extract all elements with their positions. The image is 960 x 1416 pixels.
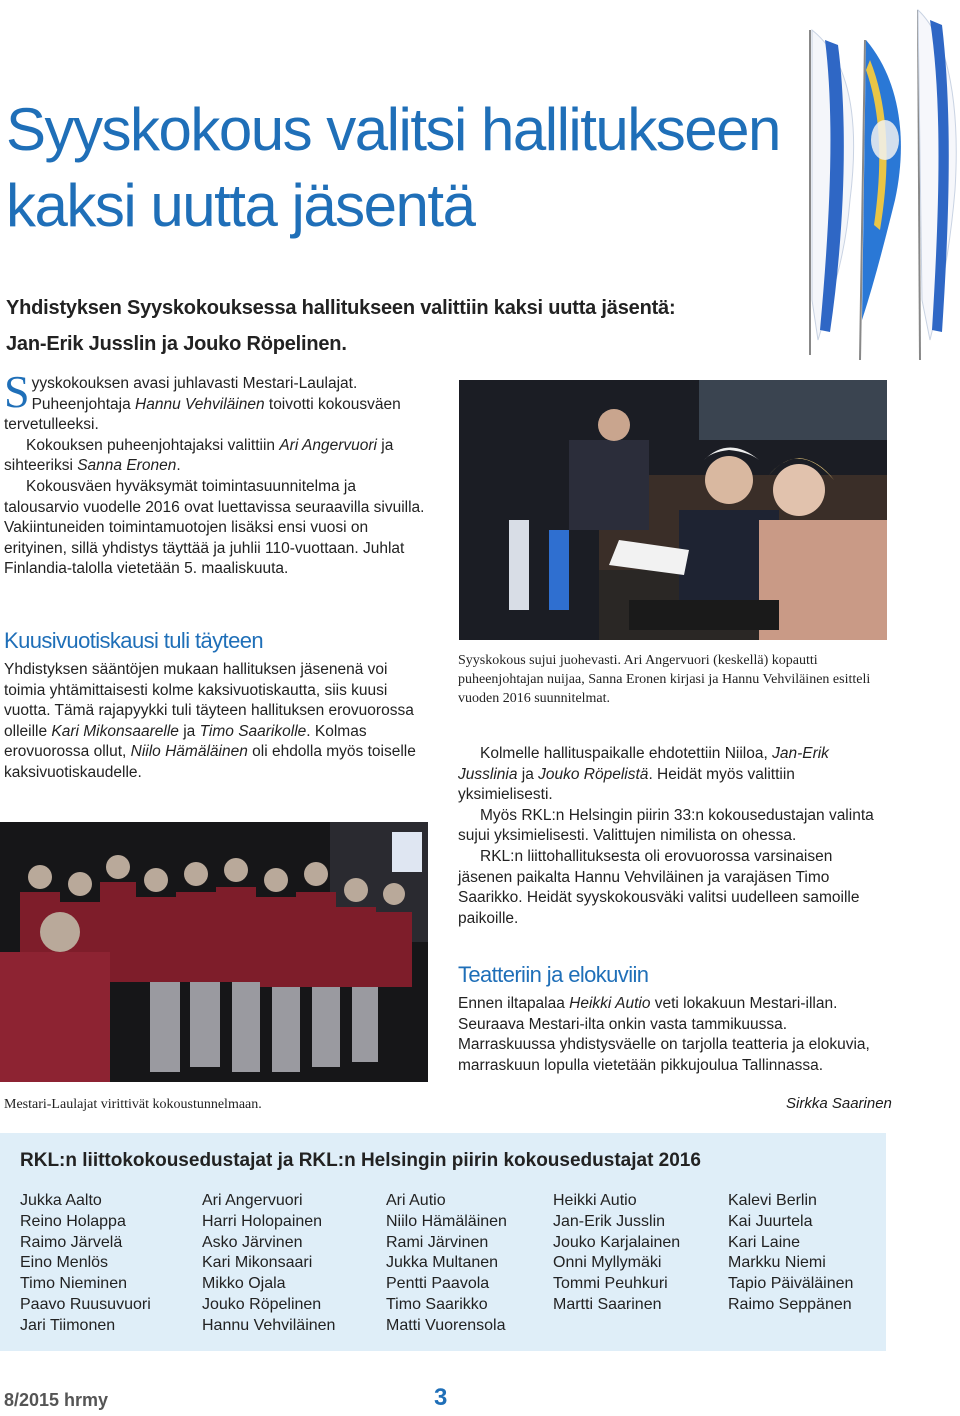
delegate-name: Timo Nieminen — [20, 1275, 127, 1293]
delegate-name: Heikki Autio — [553, 1192, 637, 1209]
delegate-name: Kalevi Berlin — [728, 1192, 817, 1209]
article-title: Syyskokous valitsi hallitukseen kaksi uutta jäsentä — [6, 96, 780, 239]
subheading-teatteriin: Teatteriin ja elokuviin — [458, 962, 649, 987]
delegate-name: Kari Laine — [728, 1233, 801, 1251]
page-number: 3 — [434, 1384, 448, 1411]
left-column — [4, 366, 432, 580]
flags-image — [790, 0, 960, 360]
delegate-name: Tommi Peuhkuri — [553, 1275, 668, 1293]
issue-label: 8/2015 hrmy — [4, 1390, 109, 1410]
delegates-column-1 — [20, 1191, 151, 1337]
delegate-name: Rami Järvinen — [386, 1233, 489, 1251]
delegate-name: Martti Saarinen — [553, 1295, 662, 1313]
paragraph-2: Kokouksen puheenjohtajaksi valittiin Ari Angervuori ja sihteeriksi Sanna Eronen. — [4, 436, 394, 475]
caption-meeting: Syyskokous sujui juohevasti. Ari Angervuori (keskellä) kopautti puheenjohtajan nuijaa, Sanna Eronen kirjasi ja Hannu Vehviläinen esitteli vuoden 2016 suunnitelmat. — [458, 653, 871, 706]
delegates-column-2 — [202, 1191, 335, 1337]
delegate-name: Niilo Hämäläinen — [386, 1212, 507, 1230]
delegate-name: Jari Tiimonen — [20, 1316, 116, 1334]
choir-photo — [0, 822, 428, 1082]
delegate-name: Kari Mikonsaari — [202, 1254, 313, 1272]
delegate-name: Tapio Päiväläinen — [728, 1275, 854, 1293]
author-signature: Sirkka Saarinen — [786, 1095, 892, 1112]
delegate-name: Hannu Vehviläinen — [202, 1316, 336, 1334]
delegates-title: RKL:n liittokokousedustajat ja RKL:n Helsingin piirin kokousedustajat 2016 — [20, 1150, 701, 1171]
paragraph-3: Kokousväen hyväksymät toimintasuunnitelma ja talousarvio vuodelle 2016 ovat luettavissa seuraavilla sivuilla. Vakiintuneiden toimintamuotojen lisäksi ensi vuosi on erityinen, sillä yhdistys täyttää ja juhlii 110-vuottaan. Juhlat Finlandia-talolla vietetään 5. maaliskuuta. — [4, 477, 425, 578]
delegate-name: Matti Vuorensola — [386, 1316, 506, 1334]
delegate-name: Jukka Aalto — [20, 1192, 102, 1209]
delegate-name: Pentti Paavola — [386, 1275, 490, 1293]
delegate-name: Jouko Karjalainen — [553, 1233, 681, 1251]
delegates-column-3 — [386, 1191, 507, 1337]
delegate-name: Harri Holopainen — [202, 1212, 323, 1230]
delegate-name: Raimo Seppänen — [728, 1295, 852, 1313]
article-lead: Yhdistyksen Syyskokouksessa hallitukseen valittiin kaksi uutta jäsentä: Jan-Erik Jusslin ja Jouko Röpelinen. — [6, 297, 676, 355]
delegate-name: Reino Holappa — [20, 1212, 126, 1230]
meeting-photo — [459, 380, 887, 640]
delegate-name: Jukka Multanen — [386, 1254, 499, 1272]
paragraph-5: Kolmelle hallituspaikalle ehdotettiin Niiloa, Jan-Erik Jusslinia ja Jouko Röpelistä. Heidät myös valittiin yksimielisesti. — [458, 745, 829, 804]
delegate-name: Timo Saarikko — [386, 1295, 488, 1313]
delegate-name: Asko Järvinen — [202, 1233, 303, 1251]
caption-choir: Mestari-Laulajat virittivät kokoustunnelmaan. — [4, 1097, 262, 1112]
delegate-name: Ari Angervuori — [202, 1192, 303, 1209]
paragraph-6: Myös RKL:n Helsingin piirin 33:n kokousedustajan valinta sujui yksimielisesti. Valittujen nimilista on ohessa. — [458, 806, 874, 845]
delegate-name: Mikko Ojala — [202, 1275, 286, 1293]
paragraph-8: Ennen iltapalaa Heikki Autio veti lokakuun Mestari-illan. Seuraava Mestari-ilta onkin vasta tammikuussa. Marraskuussa yhdistysväelle on tarjolla teatteria ja elokuvia, marraskuun lopulla vietetään pikkujoulua Tallinnassa. — [458, 995, 870, 1074]
delegate-name: Jan-Erik Jusslin — [553, 1212, 666, 1230]
delegate-name: Ari Autio — [386, 1192, 446, 1209]
dropcap: S — [4, 366, 30, 417]
subheading-kuusivuotiskausi: Kuusivuotiskausi tuli täyteen — [4, 628, 263, 653]
paragraph-4: Yhdistyksen sääntöjen mukaan hallituksen jäsenenä voi toimia yhtämittaisesti kolme kaksivuotiskautta, siis kuusi vuotta. Tämä rajapyykki tuli täyteen hallituksen erovuorossa olleille Kari Mikonsaarelle ja Timo Saarikolle. Kolmas erovuorossa ollut, Niilo Hämäläinen oli ehdolla myös toiselle kaksivuotiskaudelle. — [4, 661, 416, 781]
delegate-name: Markku Niemi — [728, 1254, 826, 1272]
right-column — [458, 744, 886, 929]
delegate-name: Raimo Järvelä — [20, 1233, 123, 1251]
delegate-name: Kai Juurtela — [728, 1212, 813, 1230]
delegate-name: Paavo Ruusuvuori — [20, 1295, 151, 1313]
paragraph-7: RKL:n liittohallituksesta oli erovuorossa varsinaisen jäsenen paikalta Hannu Vehviläinen ja varajäsen Timo Saarikko. Heidät syyskokousväki valitsi uudelleen samoille paikoille. — [458, 847, 860, 927]
delegate-name: Jouko Röpelinen — [202, 1295, 322, 1313]
delegates-column-4 — [553, 1191, 680, 1316]
paragraph-1: Syyskokouksen avasi juhlavasti Mestari-Laulajat. Puheenjohtaja Hannu Vehviläinen toivotti kokousväen tervetulleeksi. — [4, 366, 401, 434]
delegate-name: Eino Menlös — [20, 1254, 109, 1272]
delegates-column-5 — [728, 1191, 853, 1316]
delegate-name: Onni Myllymäki — [553, 1254, 662, 1272]
